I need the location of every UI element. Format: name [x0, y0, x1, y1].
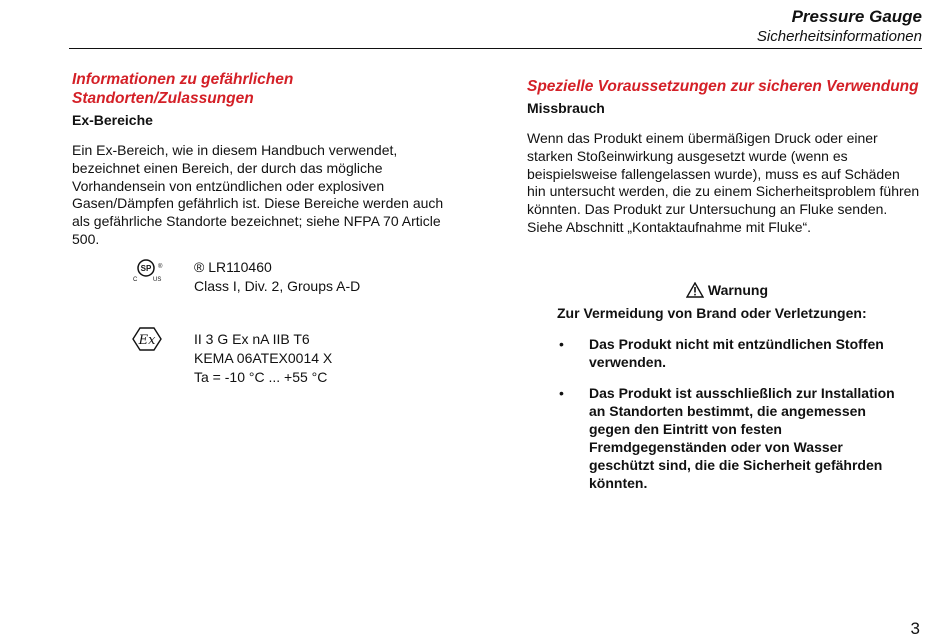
svg-text:SP: SP	[140, 264, 152, 273]
atex-certification-text	[194, 330, 332, 387]
csa-license-number: ® LR110460	[194, 259, 272, 275]
csa-certification-text	[194, 258, 360, 296]
warning-block	[557, 281, 897, 492]
svg-text:US: US	[153, 277, 162, 283]
section-title: Sicherheitsinformationen	[756, 28, 922, 45]
ex-areas-paragraph: Ein Ex-Bereich, wie in diesem Handbuch verwendet, bezeichnet einen Bereich, der durch das mögliche Vorhandensein von entzündlichen oder explosiven Gasen/Dämpfen gefährlich ist. Diese Bereiche werden auch als gefährliche Standorte bezeichnet; siehe NFPA 70 Article 500.	[72, 142, 444, 247]
svg-text:Ex: Ex	[138, 333, 156, 348]
csa-certification-icon	[132, 258, 166, 289]
ex-areas-subheading: Ex-Bereiche	[72, 112, 153, 128]
warning-label: Warnung	[707, 282, 769, 298]
csa-class-division: Class I, Div. 2, Groups A-D	[194, 278, 361, 294]
page-header	[757, 6, 922, 47]
warning-intro: Zur Vermeidung von Brand oder Verletzungen:	[557, 305, 867, 321]
atex-temperature-range: Ta = -10 °C ... +55 °C	[194, 369, 328, 385]
warning-list	[557, 335, 897, 492]
left-column	[72, 70, 452, 249]
right-column	[527, 77, 922, 237]
list-item	[557, 335, 897, 371]
atex-certificate-number: KEMA 06ATEX0014 X	[194, 350, 333, 366]
atex-marking: II 3 G Ex nA IIB T6	[194, 331, 310, 347]
bullet-dot: •	[559, 385, 564, 401]
bullet-dot: •	[559, 336, 564, 352]
document-title: Pressure Gauge	[791, 7, 922, 26]
safe-use-heading: Spezielle Voraussetzungen zur sicheren Verwendung	[527, 78, 919, 95]
warning-item-text: Das Produkt nicht mit entzündlichen Stoffen verwenden.	[589, 336, 884, 370]
misuse-paragraph: Wenn das Produkt einem übermäßigen Druck oder einer starken Stoßeinwirkung ausgesetzt wurde (wenn es beispielsweise fallengelassen wurde), muss es auf Schäden hin untersucht werden, die zu einem Sicherheitsproblem führen könnten. Das Produkt zur Untersuchung an Fluke senden. Siehe Abschnitt „Kontaktaufnahme mit Fluke“.	[527, 130, 920, 235]
page-number: 3	[910, 619, 920, 638]
warning-title	[557, 281, 897, 299]
hazardous-locations-heading: Informationen zu gefährlichen Standorten/Zulassungen	[72, 71, 294, 107]
misuse-subheading: Missbrauch	[527, 100, 605, 116]
warning-item-text: Das Produkt ist ausschließlich zur Installation an Standorten bestimmt, die angemessen gegen den Eintritt von festen Fremdgegenständen oder von Wasser geschützt sind, die die Sicherheit gefährden könnten.	[589, 385, 895, 491]
header-divider	[69, 48, 922, 49]
svg-text:®: ®	[158, 264, 163, 270]
warning-triangle-icon	[686, 282, 708, 298]
atex-ex-hexagon-icon	[132, 326, 162, 357]
list-item	[557, 384, 897, 492]
svg-text:C: C	[133, 277, 138, 283]
